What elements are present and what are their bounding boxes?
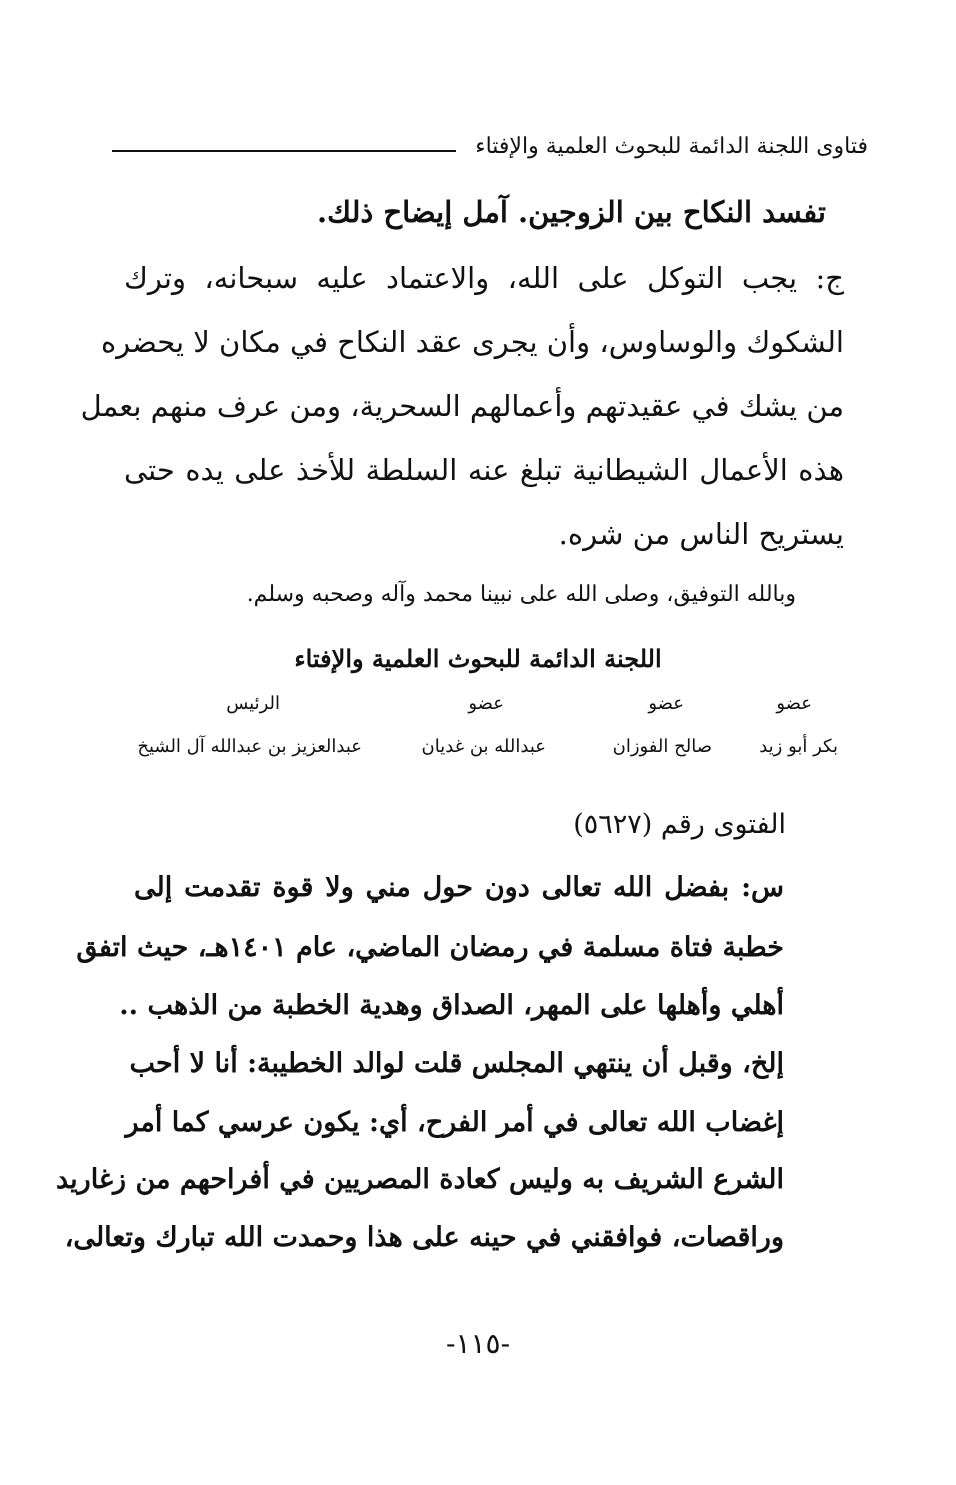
- header-rule: [112, 150, 456, 152]
- signatory-name: عبدالعزيز بن عبدالله آل الشيخ: [137, 736, 362, 757]
- question-line: الشرع الشريف به وليس كعادة المصريين في أفراحهم من زغاريد: [55, 1164, 784, 1195]
- signatory-title: الرئيس: [226, 693, 280, 714]
- answer-line: هذه الأعمال الشيطانية تبلغ عنه السلطة للأخذ على يده حتى: [124, 453, 844, 487]
- signatory-name: بكر أبو زيد: [759, 736, 838, 757]
- signatory-title: عضو: [776, 693, 812, 714]
- signatory-title: عضو: [468, 693, 504, 714]
- question-line: إلخ، وقبل أن ينتهي المجلس قلت لوالد الخطيبة: أنا لا أحب: [129, 1048, 784, 1079]
- signatory-name: عبدالله بن غديان: [421, 736, 546, 757]
- header-title: فتاوى اللجنة الدائمة للبحوث العلمية والإفتاء: [475, 134, 868, 159]
- signatory-title: عضو: [648, 693, 684, 714]
- question-line: أهلي وأهلها على المهر، الصداق وهدية الخطبة من الذهب ..: [119, 990, 784, 1021]
- question-line: خطبة فتاة مسلمة في رمضان الماضي، عام ١٤٠١هـ، حيث اتفق: [76, 932, 784, 963]
- answer-lead-line: تفسد النكاح بين الزوجين. آمل إيضاح ذلك.: [317, 195, 826, 229]
- committee-name: اللجنة الدائمة للبحوث العلمية والإفتاء: [294, 644, 662, 673]
- question-line: وراقصات، فوافقني في حينه على هذا وحمدت الله تبارك وتعالى،: [64, 1222, 784, 1253]
- signatory-name: صالح الفوزان: [612, 736, 712, 757]
- question-line: س: بفضل الله تعالى دون حول مني ولا قوة تقدمت إلى: [134, 872, 784, 903]
- question-line: إغضاب الله تعالى في أمر الفرح، أي: يكون عرسي كما أمر: [125, 1107, 784, 1138]
- answer-line: ج: يجب التوكل على الله، والاعتماد عليه سبحانه، وترك: [124, 261, 844, 295]
- answer-line: الشكوك والوساوس، وأن يجرى عقد النكاح في مكان لا يحضره: [100, 325, 844, 359]
- answer-line: من يشك في عقيدتهم وأعمالهم السحرية، ومن عرف منهم بعمل: [80, 389, 844, 423]
- running-header: [112, 132, 868, 168]
- answer-line: يستريح الناس من شره.: [558, 517, 844, 551]
- page-number: -١١٥-: [445, 1327, 511, 1360]
- fatwa-number: الفتوى رقم (٥٦٢٧): [573, 809, 786, 840]
- closing-prayer: وبالله التوفيق، وصلى الله على نبينا محمد وآله وصحبه وسلم.: [246, 582, 796, 607]
